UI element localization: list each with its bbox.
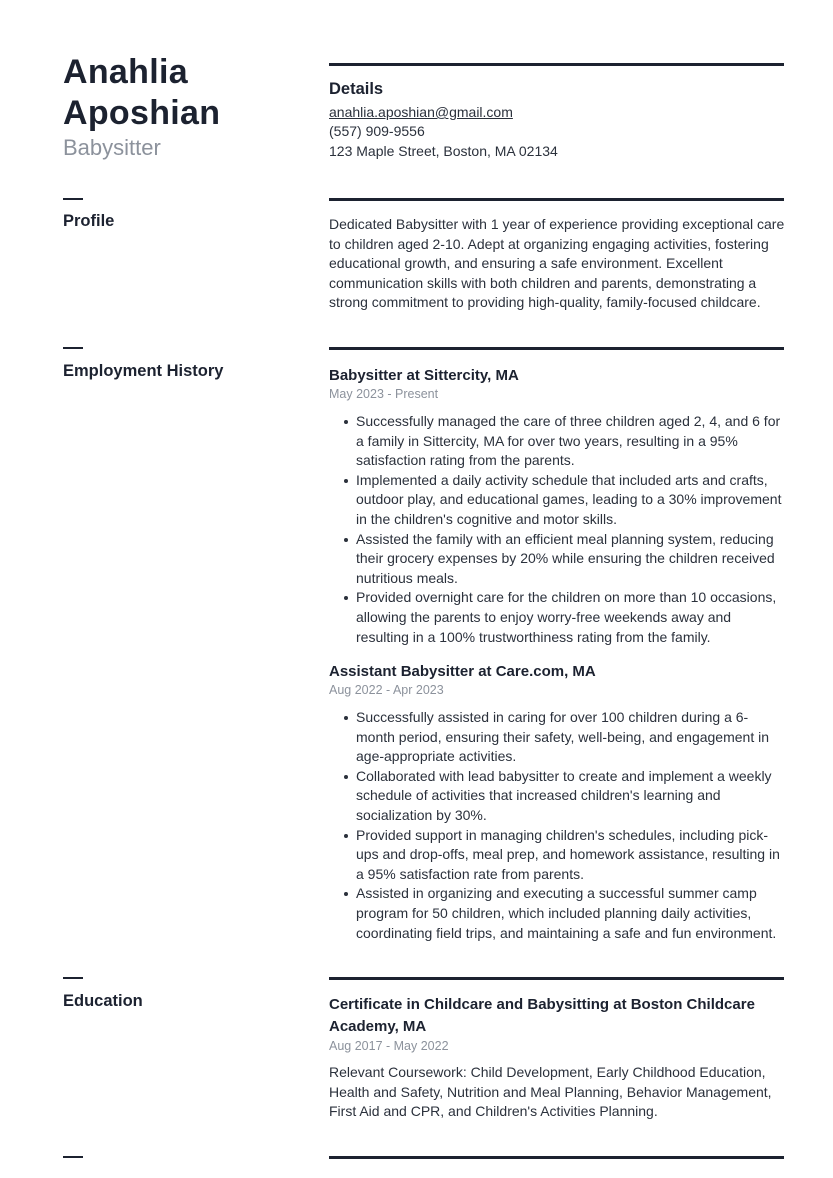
list-item: Successfully managed the care of three children aged 2, 4, and 6 for a family in Sittercity, MA for over two years, resulting in a 95% satisfaction rating from the parents. xyxy=(329,412,785,471)
list-item: Provided overnight care for the children on more than 10 occasions, allowing the parents to enjoy worry-free weekends away and resulting in a 100% trustworthiness rating from the family. xyxy=(329,588,785,647)
profile-divider xyxy=(329,198,784,201)
profile-dash xyxy=(63,198,83,200)
list-item: Implemented a daily activity schedule that included arts and crafts, outdoor play, and educational games, leading to a 30% improvement in the children's cognitive and motor skills. xyxy=(329,471,785,530)
employment-divider xyxy=(329,347,784,350)
education-dates: Aug 2017 - May 2022 xyxy=(329,1039,449,1053)
next-section-dash xyxy=(63,1156,83,1158)
email-link[interactable]: anahlia.aposhian@gmail.com xyxy=(329,104,513,120)
list-item: Assisted in organizing and executing a successful summer camp program for 50 children, which included planning daily activities, coordinating field trips, and maintaining a safe and fun environment. xyxy=(329,884,785,943)
education-degree: Certificate in Childcare and Babysitting at Boston Childcare Academy, MA xyxy=(329,996,755,1035)
profile-summary: Dedicated Babysitter with 1 year of experience providing exceptional care to children aged 2-10. Adept at organizing engaging activities, fostering educational growth, and ensuring a safe environment. Excellent communication skills with both children and parents, demonstrating a strong commitment to providing high-quality, family-focused childcare. xyxy=(329,216,785,311)
job-1-title: Babysitter at Sittercity, MA xyxy=(329,367,519,384)
details-divider xyxy=(329,63,784,66)
address: 123 Maple Street, Boston, MA 02134 xyxy=(329,143,558,159)
list-item: Collaborated with lead babysitter to create and implement a weekly schedule of activities that increased children's learning and socialization by 30%. xyxy=(329,767,785,826)
education-divider xyxy=(329,977,784,980)
job-1-bullets xyxy=(329,412,785,647)
job-2-bullets xyxy=(329,708,785,943)
employment-heading: Employment History xyxy=(63,362,224,380)
education-coursework: Relevant Coursework: Child Development, Early Childhood Education, Health and Safety, Nutrition and Meal Planning, Behavior Management, First Aid and CPR, and Children's Activities Planning. xyxy=(329,1064,772,1120)
education-heading: Education xyxy=(63,992,143,1010)
candidate-name xyxy=(63,52,220,134)
job-2-dates: Aug 2022 - Apr 2023 xyxy=(329,683,444,697)
profile-heading: Profile xyxy=(63,212,115,230)
next-section-divider xyxy=(329,1156,784,1159)
job-title: Babysitter xyxy=(63,135,161,160)
job-1-dates: May 2023 - Present xyxy=(329,387,439,401)
list-item: Provided support in managing children's schedules, including pick-ups and drop-offs, meal prep, and homework assistance, resulting in a 95% satisfaction rate from parents. xyxy=(329,826,785,885)
last-name: Aposhian xyxy=(63,94,221,132)
employment-dash xyxy=(63,347,83,349)
list-item: Assisted the family with an efficient meal planning system, reducing their grocery expenses by 20% while ensuring the children received nutritious meals. xyxy=(329,530,785,589)
phone-number: (557) 909-9556 xyxy=(329,123,425,139)
details-heading: Details xyxy=(329,80,384,98)
first-name: Anahlia xyxy=(63,53,188,91)
job-2-title: Assistant Babysitter at Care.com, MA xyxy=(329,663,596,680)
list-item: Successfully assisted in caring for over 100 children during a 6-month period, ensuring their safety, well-being, and engagement in age-appropriate activities. xyxy=(329,708,785,767)
education-dash xyxy=(63,977,83,979)
